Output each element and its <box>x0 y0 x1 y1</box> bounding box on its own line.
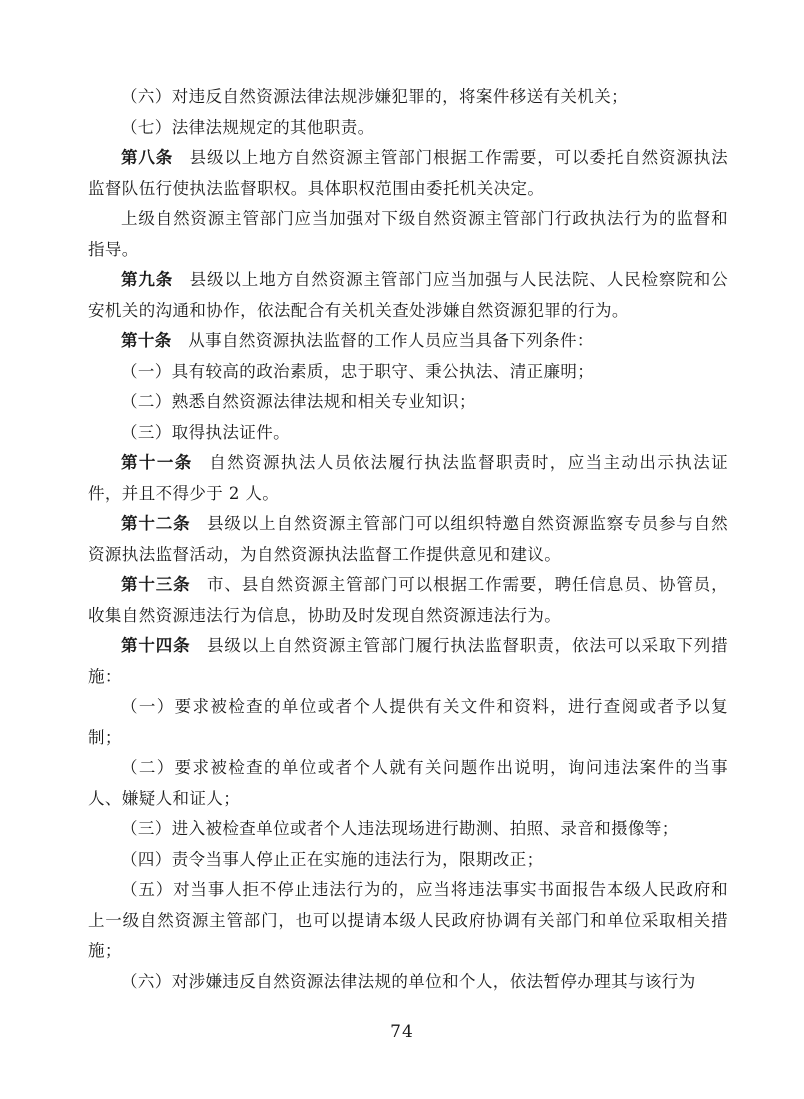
paragraph-text: （二）熟悉自然资源法律法规和相关专业知识； <box>121 392 476 411</box>
paragraph-text: （四）责令当事人停止正在实施的违法行为，限期改正； <box>121 849 544 869</box>
paragraph-2 <box>88 113 728 144</box>
paragraph-1 <box>88 82 728 113</box>
article-11 <box>88 448 728 509</box>
paragraph-text: 县级以上自然资源主管部门履行执法监督职责，依法可以采取下列措施： <box>88 636 728 686</box>
article-heading: 第九条 <box>121 270 174 289</box>
article-9 <box>88 265 728 326</box>
paragraph-text: （一）要求被检查的单位或者个人提供有关文件和资料，进行查阅或者予以复制； <box>88 697 728 747</box>
paragraph-19 <box>88 967 728 998</box>
paragraph-text: 市、县自然资源主管部门可以根据工作需要，聘任信息员、协管员，收集自然资源违法行为信息，协助及时发现自然资源违法行为。 <box>88 575 728 625</box>
paragraph-18 <box>88 875 728 967</box>
paragraph-9 <box>88 418 728 449</box>
article-heading: 第十二条 <box>121 514 191 533</box>
paragraph-text: （一）具有较高的政治素质，忠于职守、秉公执法、清正廉明； <box>121 361 595 381</box>
paragraph-text: （七）法律法规规定的其他职责。 <box>121 117 375 137</box>
article-heading: 第十条 <box>121 331 172 350</box>
page-number: 74 <box>390 1022 414 1042</box>
article-10 <box>88 326 728 357</box>
paragraph-text: （三）取得执法证件。 <box>121 422 290 442</box>
article-heading: 第十四条 <box>121 636 191 655</box>
article-8 <box>88 143 728 204</box>
paragraph-14 <box>88 692 728 753</box>
article-heading: 第十三条 <box>121 575 191 594</box>
body-text <box>88 82 728 997</box>
paragraph-text: 县级以上自然资源主管部门可以组织特邀自然资源监察专员参与自然资源执法监督活动，为自然资源执法监督工作提供意见和建议。 <box>88 514 728 564</box>
paragraph-17 <box>88 845 728 876</box>
paragraph-text: （六）对涉嫌违反自然资源法律法规的单位和个人，依法暂停办理其与该行为 <box>121 971 696 991</box>
article-14 <box>88 631 728 692</box>
paragraph-text: （五）对当事人拒不停止违法行为的，应当将违法事实书面报告本级人民政府和上一级自然资源主管部门，也可以提请本级人民政府协调有关部门和单位采取相关措施； <box>88 880 728 960</box>
paragraph-text: （三）进入被检查单位或者个人违法现场进行勘测、拍照、录音和摄像等； <box>121 819 679 838</box>
paragraph-15 <box>88 753 728 814</box>
paragraph-text: 上级自然资源主管部门应当加强对下级自然资源主管部门行政执法行为的监督和指导。 <box>88 209 728 259</box>
paragraph-7 <box>88 357 728 388</box>
paragraph-text: （二）要求被检查的单位或者个人就有关问题作出说明，询问违法案件的当事人、嫌疑人和证人； <box>88 758 728 808</box>
paragraph-text: 从事自然资源执法监督的工作人员应当具备下列条件： <box>188 331 594 350</box>
paragraph-text: （六）对违反自然资源法律法规涉嫌犯罪的，将案件移送有关机关； <box>121 87 628 106</box>
paragraph-text: 自然资源执法人员依法履行执法监督职责时，应当主动出示执法证件，并且不得少于 2 人。 <box>88 453 728 503</box>
article-heading: 第八条 <box>121 148 174 167</box>
article-12 <box>88 509 728 570</box>
paragraph-text: 县级以上地方自然资源主管部门根据工作需要，可以委托自然资源执法监督队伍行使执法监督职权。具体职权范围由委托机关决定。 <box>88 148 729 198</box>
paragraph-8 <box>88 387 728 418</box>
paragraph-16 <box>88 814 728 845</box>
paragraph-4 <box>88 204 728 265</box>
paragraph-text: 县级以上地方自然资源主管部门应当加强与人民法院、人民检察院和公安机关的沟通和协作，依法配合有关机关查处涉嫌自然资源犯罪的行为。 <box>88 270 729 320</box>
article-heading: 第十一条 <box>121 453 193 472</box>
article-13 <box>88 570 728 631</box>
